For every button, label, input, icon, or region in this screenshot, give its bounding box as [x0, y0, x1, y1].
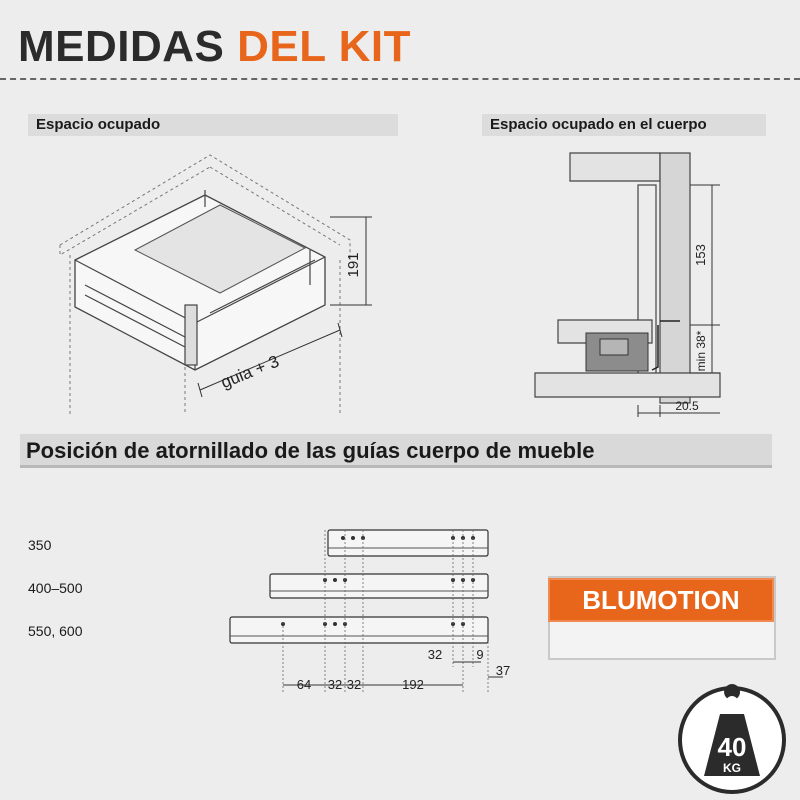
section-title-espacio-cuerpo: Espacio ocupado en el cuerpo: [482, 114, 766, 136]
weight-unit: KG: [723, 761, 741, 775]
weight-value: 40: [717, 732, 747, 762]
size-label-400-500: 400–500: [28, 580, 83, 596]
dim-20-5: 20.5: [675, 399, 699, 413]
dim-64: 64: [296, 677, 312, 692]
weight-capacity-badge: [672, 680, 792, 795]
runner-screw-positions-diagram: [225, 522, 525, 697]
header-divider: [0, 78, 800, 80]
size-label-550-600: 550, 600: [28, 623, 83, 639]
dim-153: 153: [693, 244, 708, 266]
dim-9: 9: [476, 647, 484, 662]
dim-192: 192: [402, 677, 424, 692]
dim-37: 37: [495, 663, 511, 678]
dim-min-38: min 38*: [694, 330, 708, 372]
dim-32-a: 32: [327, 677, 343, 692]
section-title-atornillado: Posición de atornillado de las guías cuerpo de mueble: [20, 434, 772, 468]
title-word-del-kit: DEL KIT: [237, 22, 411, 71]
page-title: [18, 22, 411, 72]
size-label-350: 350: [28, 537, 52, 553]
cabinet-section-diagram: [520, 145, 780, 425]
dim-width-guia: guia + 3: [218, 351, 282, 393]
section-title-espacio-ocupado: Espacio ocupado: [28, 114, 398, 136]
dim-32-c: 32: [427, 647, 443, 662]
title-word-medidas: MEDIDAS: [18, 22, 225, 71]
dim-32-b: 32: [346, 677, 362, 692]
dim-height-191: 191: [345, 252, 362, 278]
blumotion-label: BLUMOTION: [548, 578, 774, 622]
drawer-isometric-diagram: [40, 145, 400, 425]
